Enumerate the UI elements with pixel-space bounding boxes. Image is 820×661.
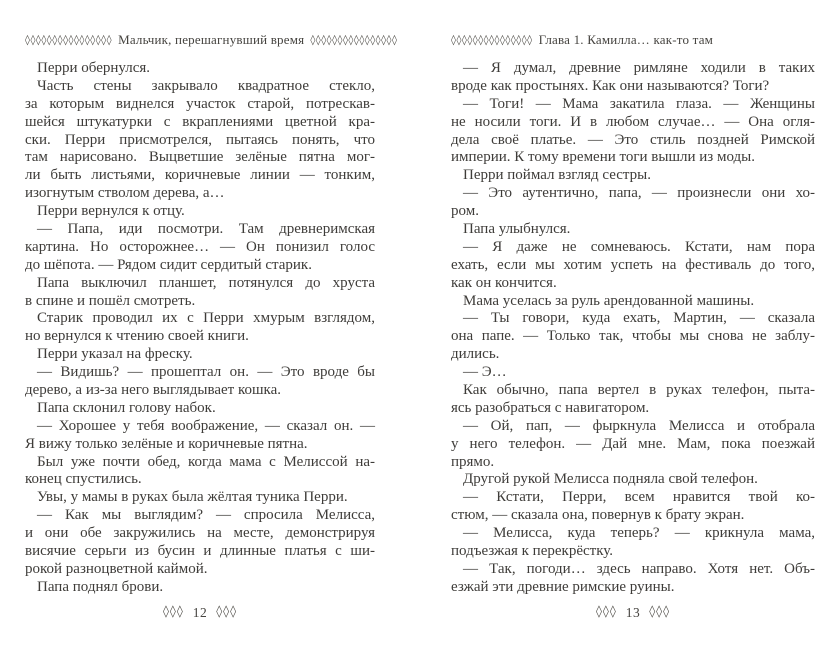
text-line: дились. — [451, 346, 500, 363]
text-line: изогнутым стволом дерева, а… — [25, 185, 225, 202]
text-line: Папа выключил планшет, потянулся до хруста — [37, 274, 375, 291]
text-line: Перри обернулся. — [37, 60, 151, 76]
text-line: она папе. — Только так, чтобы мы снова не заблу- — [451, 328, 815, 345]
paragraph — [451, 418, 815, 472]
diamond-chain-ornament: ◊◊◊◊◊◊◊◊◊◊◊◊◊◊◊ — [451, 35, 533, 46]
text-line: Перри поймал взгляд сестры. — [463, 167, 651, 184]
text-line: как он кончится. — [451, 274, 557, 291]
text-line: конец спустились. — [25, 471, 142, 488]
paragraph — [25, 346, 375, 364]
paragraph — [25, 221, 375, 275]
text-line: висячие серьги из бусин и длинные платья с ши- — [25, 543, 375, 560]
text-line: — Тоги! — Мама закатила глаза. — Женщины — [463, 95, 815, 112]
right-page-folio — [451, 604, 815, 621]
book-title: Мальчик, перешагнувший время — [118, 32, 305, 47]
text-line: — Я даже не сомневаюсь. Кстати, нам пора — [463, 238, 815, 255]
text-line: — Видишь? — прошептал он. — Это вроде бы — [37, 364, 375, 381]
right-running-header — [451, 32, 815, 48]
text-line: — Папа, иди посмотри. Там древнеримская — [37, 221, 375, 238]
paragraph — [451, 489, 815, 525]
text-line: Перри вернулся к отцу. — [37, 203, 185, 220]
text-line: езжай эти древние римские руины. — [451, 578, 675, 595]
text-line: Папа поднял брови. — [37, 578, 164, 595]
paragraph — [451, 310, 815, 364]
paragraph — [451, 525, 815, 561]
text-line: не носили тоги. И в любом случае… — Она огля- — [451, 113, 815, 130]
text-line: ром. — [451, 203, 479, 220]
text-line: Старик проводил их с Перри хмурым взглядом, — [37, 310, 375, 327]
text-line: Часть стены закрывало квадратное стекло, — [37, 77, 375, 94]
paragraph — [451, 382, 815, 418]
diamond-chain-ornament: ◊◊◊ — [595, 604, 617, 618]
paragraph — [25, 579, 375, 597]
text-line: до шёпота. — Рядом сидит сердитый старик. — [25, 256, 312, 273]
text-line: и они обе закружились на месте, демонстрируя — [25, 525, 375, 542]
left-running-header — [25, 32, 398, 48]
diamond-chain-ornament: ◊◊◊◊◊◊◊◊◊◊◊◊◊◊◊◊ — [310, 35, 398, 46]
left-page-body — [25, 60, 375, 597]
text-line: Как обычно, папа вертел в руках телефон, пыта- — [463, 382, 815, 399]
paragraph — [25, 454, 375, 490]
paragraph — [451, 561, 815, 597]
text-line: ли быть листьями, коричневые линии — тонким, — [25, 167, 375, 184]
paragraph — [25, 400, 375, 418]
text-line: подъезжая к перекрёстку. — [451, 543, 614, 560]
text-line: — Кстати, Перри, всем нравится твой ко- — [463, 489, 815, 506]
text-line: дерево, а из-за него выглядывает кошка. — [25, 382, 282, 399]
paragraph — [25, 275, 375, 311]
paragraph — [25, 78, 375, 203]
text-line: — Так, погоди… здесь направо. Хотя нет. Объ- — [463, 560, 815, 577]
paragraph — [451, 167, 815, 185]
text-line: Перри указал на фреску. — [37, 346, 193, 363]
text-line: — Ой, пап, — фыркнула Мелисса и отобрала — [463, 417, 815, 434]
text-line: но вернулся к чтению своей книги. — [25, 328, 249, 345]
left-page — [25, 0, 398, 661]
paragraph — [451, 364, 815, 382]
text-line: Увы, у мамы в руках была жёлтая туника Перри. — [37, 489, 348, 506]
diamond-chain-ornament: ◊◊◊ — [649, 604, 671, 618]
text-line: у него телефон. — Дай мне. Мам, пока поезжай — [451, 435, 815, 452]
text-line: Я вижу только зелёные и коричневые пятна. — [25, 435, 308, 452]
paragraph — [451, 185, 815, 221]
right-page-body — [451, 60, 815, 597]
paragraph — [451, 96, 815, 168]
paragraph — [25, 418, 375, 454]
text-line: в спине и пошёл смотреть. — [25, 292, 196, 309]
text-line: Другой рукой Мелисса подняла свой телефон. — [463, 471, 758, 488]
text-line: — Как мы выглядим? — спросила Мелисса, — [37, 507, 375, 524]
text-line: рокой разноцветной каймой. — [25, 560, 208, 577]
page-number: 12 — [192, 604, 208, 620]
paragraph — [451, 293, 815, 311]
chapter-title: Глава 1. Камилла… как-то там — [538, 32, 714, 47]
text-line: ехать, если мы хотим успеть на фестиваль до того, — [451, 256, 815, 273]
paragraph — [25, 203, 375, 221]
paragraph — [451, 221, 815, 239]
text-line: — Э… — [463, 364, 507, 381]
text-line: империи. К тому времени тоги вышли из моды. — [451, 149, 756, 166]
page-number: 13 — [625, 604, 641, 620]
text-line: — Хорошее у тебя воображение, — сказал он. — — [37, 417, 375, 434]
text-line: за которым виднелся участок старой, потрескав- — [25, 95, 375, 112]
text-line: ски. Перри присмотрелся, пытаясь понять, что — [25, 131, 375, 148]
text-line: — Мелисса, куда теперь? — крикнула мама, — [463, 525, 815, 542]
paragraph — [25, 60, 375, 78]
text-line: Был уже почти обед, когда мама с Мелиссой на- — [37, 453, 375, 470]
paragraph — [25, 310, 375, 346]
text-line: Папа склонил голову набок. — [37, 399, 216, 416]
text-line: — Ты говори, куда ехать, Мартин, — сказала — [463, 310, 815, 327]
diamond-chain-ornament: ◊◊◊ — [216, 604, 238, 618]
text-line: ясь разобраться с навигатором. — [451, 399, 650, 416]
text-line: стюм, — сказала она, повернув к брату экран. — [451, 507, 745, 524]
right-page — [451, 0, 815, 661]
text-line: Мама уселась за руль арендованной машины. — [463, 292, 755, 309]
text-line: — Это аутентично, папа, — произнесли они хо- — [463, 185, 815, 202]
text-line: картина. Но осторожнее… — Он понизил голос — [25, 238, 375, 255]
text-line: вроде как простынях. Как они называются? Тоги? — [451, 77, 770, 94]
paragraph — [451, 471, 815, 489]
paragraph — [25, 489, 375, 507]
paragraph — [25, 364, 375, 400]
paragraph — [25, 507, 375, 579]
left-page-folio — [25, 604, 375, 621]
paragraph — [451, 239, 815, 293]
paragraph — [451, 60, 815, 96]
diamond-chain-ornament: ◊◊◊◊◊◊◊◊◊◊◊◊◊◊◊◊ — [25, 35, 113, 46]
diamond-chain-ornament: ◊◊◊ — [162, 604, 184, 618]
text-line: дела своё платье. — Это стиль поздней Римской — [451, 131, 815, 148]
text-line: там нарисовано. Выцветшие зелёные пятна мог- — [25, 149, 375, 166]
text-line: прямо. — [451, 453, 495, 470]
text-line: шейся штукатурки с вкраплениями цветной кра- — [25, 113, 375, 130]
text-line: Папа улыбнулся. — [463, 221, 571, 238]
text-line: — Я думал, древние римляне ходили в таких — [463, 60, 815, 76]
